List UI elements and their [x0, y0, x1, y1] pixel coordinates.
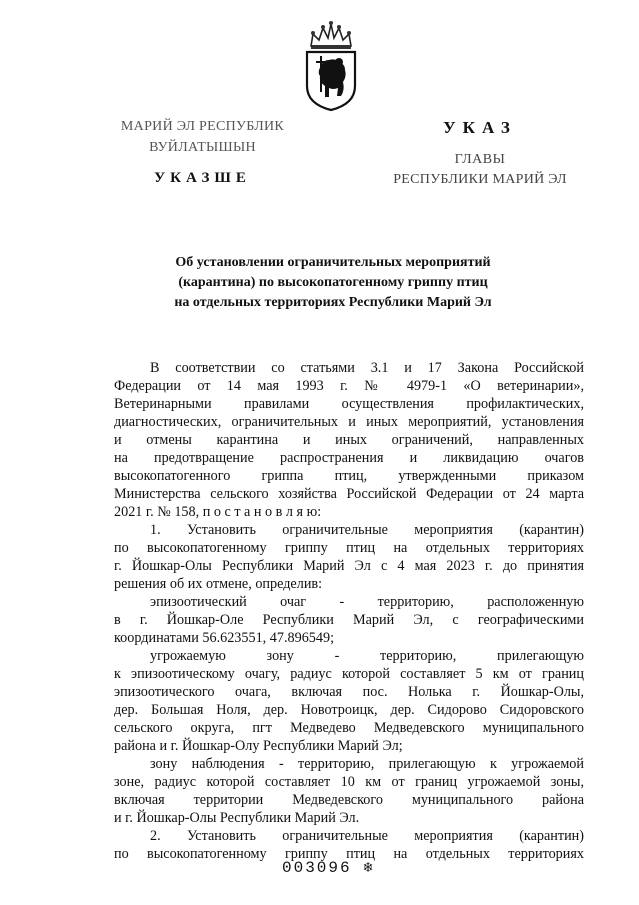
header-right-title: УКАЗ	[443, 118, 517, 137]
body-line: решения об их отмене, определив:	[114, 576, 323, 592]
body-line: диагностических, ограничительных и иных мероприятий, установления	[114, 414, 584, 430]
document-body	[114, 359, 584, 863]
crown-icon	[311, 21, 351, 49]
header-left-line1: МАРИЙ ЭЛ РЕСПУБЛИК	[120, 119, 285, 134]
body-line: зоне, радиус которой составляет 10 км от границ угрожаемой зоны,	[114, 774, 584, 790]
body-line: района и г. Йошкар-Олу Республики Марий Эл;	[114, 738, 403, 754]
body-line: 1. Установить ограничительные мероприятия (карантин)	[150, 522, 584, 538]
body-line: на предотвращение распространения и ликвидацию очагов	[114, 450, 584, 466]
header-left-title: УКАЗШЕ	[154, 170, 251, 186]
body-line: В соответствии со статьями 3.1 и 17 Закона Российской	[150, 360, 584, 376]
body-line: Министерства сельского хозяйства Российской Федерации от 24 марта	[114, 486, 584, 502]
body-line: и отмены карантина и иных ограничений, направленных	[114, 432, 584, 448]
body-line: включая территории Медведевского муниципального района	[114, 792, 584, 808]
body-line: г. Йошкар-Олы Республики Марий Эл с 4 мая 2023 г. до принятия	[114, 558, 584, 574]
body-line: Федерации от 14 мая 1993 г. № 4979-1 «О ветеринарии»,	[114, 378, 584, 394]
body-line: по высокопатогенному гриппу птиц на отдельных территориях	[114, 540, 584, 556]
body-line: 2021 г. № 158, п о с т а н о в л я ю:	[114, 504, 322, 520]
body-line: 2. Установить ограничительные мероприятия (карантин)	[150, 828, 584, 844]
title-line: (карантина) по высокопатогенному гриппу птиц	[178, 275, 488, 290]
header-left-line2: ВУЙЛАТЫШЫН	[149, 140, 256, 155]
header-right-line3: РЕСПУБЛИКИ МАРИЙ ЭЛ	[393, 172, 567, 187]
body-line: в г. Йошкар-Оле Республики Марий Эл, с географическими	[114, 612, 584, 628]
document-title	[150, 253, 516, 313]
body-line: эпизоотический очаг - территорию, расположенную	[150, 594, 584, 610]
body-line: Ветеринарными правилами осуществления профилактических,	[114, 396, 584, 412]
coat-of-arms-emblem	[301, 20, 361, 112]
serial-number: 003096	[282, 859, 352, 877]
title-line: Об установлении ограничительных мероприятий	[175, 255, 491, 270]
body-line: и г. Йошкар-Олы Республики Марий Эл.	[114, 810, 360, 826]
title-line: на отдельных территориях Республики Марий Эл	[174, 295, 492, 310]
document-serial	[282, 858, 402, 877]
body-line: сельского округа, пгт Медведево Медведевского муниципального	[114, 720, 584, 736]
body-line: эпизоотического очага, включая пос. Нолька г. Йошкар-Олы,	[114, 684, 584, 700]
body-line: высокопатогенного гриппа птиц, утвержденными приказом	[114, 468, 584, 484]
body-line: по высокопатогенному гриппу птиц на отдельных территориях	[114, 846, 584, 862]
body-line: угрожаемую зону - территорию, прилегающую	[150, 648, 584, 664]
body-line: координатами 56.623551, 47.896549;	[114, 630, 335, 646]
snowflake-icon: ❄	[363, 860, 375, 877]
body-line: зону наблюдения - территорию, прилегающую к угрожаемой	[150, 756, 584, 772]
body-line: дер. Большая Ноля, дер. Новотроицк, дер. Сидорово Сидоровского	[114, 702, 584, 718]
header-right-line2: ГЛАВЫ	[454, 152, 506, 167]
body-line: к эпизоотическому очагу, радиус которой составляет 5 км от границ	[114, 666, 584, 682]
